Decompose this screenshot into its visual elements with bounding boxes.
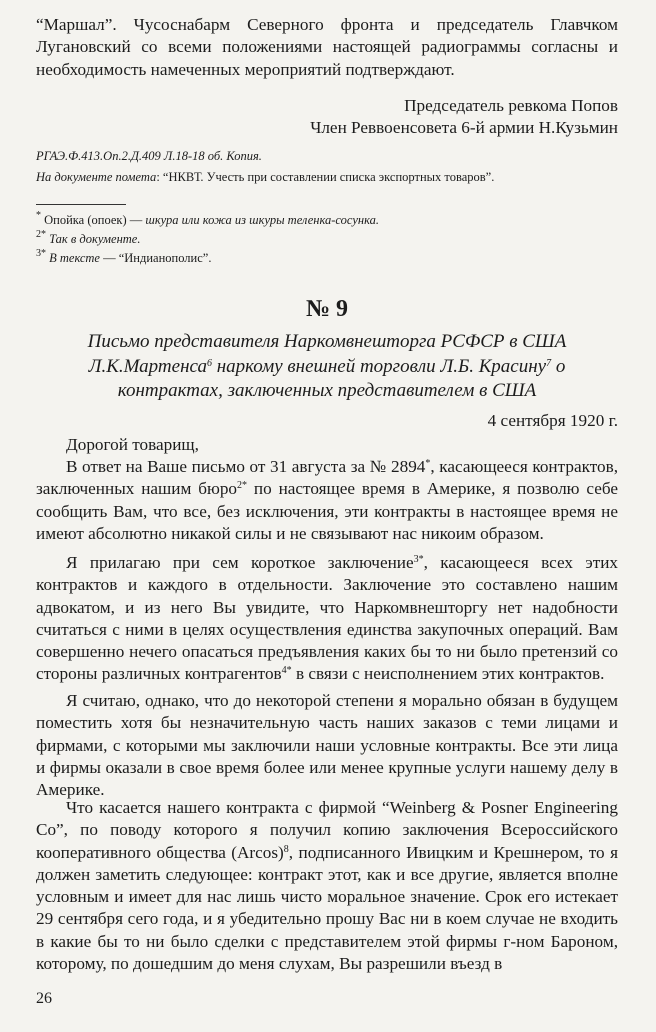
paragraph-1-footnote: * xyxy=(425,458,431,469)
title-footnote-7: 7 xyxy=(546,357,552,369)
top-paragraph: “Маршал”. Чусоснабарм Северного фронта и председатель Главчком Лугановский со всеми положениями настоящей радиограммы согласны и необходимость намеченных мероприятий подтверждают. xyxy=(36,15,618,79)
paragraph-1 xyxy=(36,456,618,545)
signature-line-2: Член Реввоенсовета 6-й армии Н.Кузьмин xyxy=(310,118,618,137)
footnote-1-definition: шкура или кожа из шкуры теленка-сосунка. xyxy=(142,213,379,227)
paragraph-1-b: , касающееся контрактов, заключенных нашим бюро xyxy=(36,457,618,499)
footnote-1 xyxy=(36,212,618,229)
paragraph-4-b: , подписанного Ивицким и Крешнером, то я должен заметить следующее: контракт этот, как и все другие, является вполне условным и имеет для нас лишь чисто моральное значение. Срок его истекает 29 сентября сего года, и я убедительно прошу Вас ни в коем случае не входить в какие бы то ни было сделки с представителем этой фирмы г-ном Бароном, которому, по дошедшим до меня слухам, Вы разрешили въезд в xyxy=(36,842,618,974)
title-footnote-6: 6 xyxy=(206,357,212,369)
paragraph-4-a: Что касается нашего контракта с фирмой “Weinberg & Posner Engineering Co”, по поводу которого я получил копию заключения Всероссийского кооперативного общества (Arcos) xyxy=(36,798,618,862)
footnote-1-term: Опойка (опоек) — xyxy=(44,213,143,227)
note-prefix: На документе помета xyxy=(36,170,157,184)
paragraph-3: Я считаю, однако, что до некоторой степени я морально обязан в будущем поместить хотя бы незначительную часть наших заказов с теми лицами и фирмами, с которыми мы заключили наши условные контракты. Все эти лица и фирмы оказали в свое время более или менее крупные услуги нашему делу в Америке. xyxy=(36,691,618,800)
paragraph-2-footnote-2: 4* xyxy=(281,665,292,677)
footnote-2 xyxy=(36,231,618,248)
paragraph-4-footnote: 8 xyxy=(283,843,289,855)
paragraph-2 xyxy=(36,552,618,686)
paragraph-1-c: по настоящее время в Америке, я позволю себе сообщить Вам, что все, без исключения, эти контракты в настоящее время не имеют абсолютно никакой силы и не связывают нас никоим образом. xyxy=(36,479,619,543)
title-part-2: наркому внешней торговли Л.Б. Красину xyxy=(211,355,547,377)
signature-line-1: Председатель ревкома Попов xyxy=(404,96,618,115)
letter-date: 4 сентября 1920 г. xyxy=(487,411,618,430)
paragraph-1-a: В ответ на Ваше письмо от 31 августа за № 2894 xyxy=(66,457,426,476)
paragraph-2-footnote: 3* xyxy=(413,554,424,565)
document-note xyxy=(36,169,618,186)
paragraph-1-footnote-2: 2* xyxy=(237,480,248,492)
footnote-3-prefix: В тексте xyxy=(49,251,100,265)
document-title xyxy=(36,330,618,404)
document-number: № 9 xyxy=(305,296,349,322)
title-part-3: о контрактах, заключенных представителем в США xyxy=(117,355,566,401)
paragraph-2-a: Я прилагаю при сем короткое заключение xyxy=(66,553,414,572)
archive-reference: РГАЭ.Ф.413.Оп.2.Д.409 Л.18-18 об. Копия. xyxy=(36,149,262,163)
paragraph-4 xyxy=(36,797,618,975)
paragraph-2-b: , касающееся всех этих контрактов и каждого в отдельности. Заключение это составлено нашим адвокатом, и из него Вы увидите, что Наркомвнешторгу нет надобности считаться с ними в целях осуществления единства закупочных операций. Вам совершенно нечего опасаться предъявления каких бы то ни было претензий со стороны различных контрагентов xyxy=(36,553,618,684)
footnote-2-mark: 2* xyxy=(36,229,46,240)
title-part-1: Письмо представителя Наркомвнешторга РСФСР в США Л.К.Мартенса xyxy=(87,331,567,377)
footnote-3-mark: 3* xyxy=(36,248,46,259)
note-text: : “НКВТ. Учесть при составлении списка экспортных товаров”. xyxy=(156,170,495,184)
footnote-divider xyxy=(36,204,126,205)
letter-greeting: Дорогой товарищ, xyxy=(66,435,199,454)
footnote-1-mark: * xyxy=(36,210,41,221)
paragraph-2-c: в связи с неисполнением этих контрактов. xyxy=(291,664,605,684)
footnote-3-text: — “Индианополис”. xyxy=(99,251,212,265)
page-number: 26 xyxy=(36,990,52,1007)
footnote-3 xyxy=(36,250,618,267)
footnote-2-text: Так в документе. xyxy=(49,232,141,246)
